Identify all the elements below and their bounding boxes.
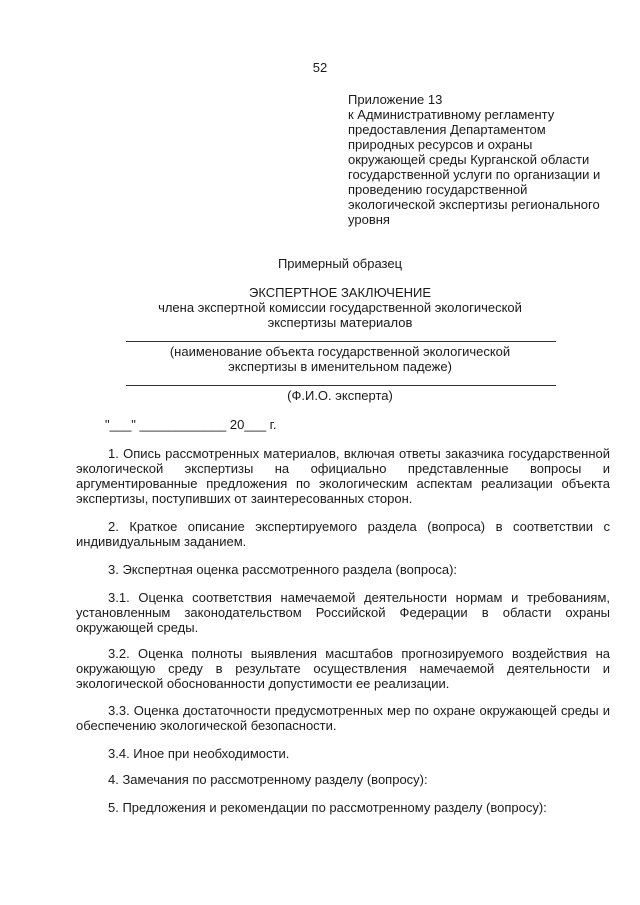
section-3-1: 3.1. Оценка соответствия намечаемой деятельности нормам и требованиям, установленным законодательством Российской Федерации в области охраны окружающей среды. — [76, 590, 610, 635]
section-3-4: 3.4. Иное при необходимости. — [108, 746, 290, 761]
section-1: 1. Опись рассмотренных материалов, включая ответы заказчика государственной экологической экспертизы на официально представленные вопросы и аргументированные предложения по экологическим аспектам реализации объекта экспертизы, поступивших от заинтересованных сторон. — [76, 446, 610, 506]
appendix-line: государственной услуги по организации и — [348, 167, 601, 182]
section-2: 2. Краткое описание экспертируемого раздела (вопроса) в соответствии с индивидуальным заданием. — [76, 519, 610, 549]
appendix-line: Приложение 13 — [348, 92, 443, 107]
appendix-header — [348, 92, 610, 227]
document-title: ЭКСПЕРТНОЕ ЗАКЛЮЧЕНИЕ — [248, 285, 432, 300]
page-number: 52 — [312, 60, 328, 75]
appendix-line: к Административному регламенту — [348, 107, 555, 122]
expert-caption: (Ф.И.О. эксперта) — [287, 388, 393, 403]
appendix-line: окружающей среды Курганской области — [348, 152, 590, 167]
appendix-line: проведению государственной — [348, 182, 528, 197]
section-4: 4. Замечания по рассмотренному разделу (вопросу): — [108, 772, 428, 787]
object-name-line — [126, 341, 556, 342]
appendix-line: экологической экспертизы регионального — [348, 197, 600, 212]
section-5: 5. Предложения и рекомендации по рассмотренному разделу (вопросу): — [108, 800, 547, 815]
section-3: 3. Экспертная оценка рассмотренного раздела (вопроса): — [108, 562, 458, 577]
document-subtitle: экспертизы материалов — [267, 315, 413, 330]
appendix-line: природных ресурсов и охраны — [348, 137, 533, 152]
section-3-3: 3.3. Оценка достаточности предусмотренных мер по охране окружающей среды и обеспечению экологической безопасности. — [76, 703, 610, 733]
document-subtitle: члена экспертной комиссии государственной экологической — [158, 300, 522, 315]
expert-name-line — [126, 385, 556, 386]
sample-label: Примерный образец — [277, 256, 403, 271]
appendix-line: предоставления Департаментом — [348, 122, 546, 137]
object-caption: (наименование объекта государственной экологической — [169, 344, 511, 359]
appendix-line: уровня — [348, 212, 390, 227]
object-caption: экспертизы в именительном падеже) — [228, 359, 452, 374]
section-3-2: 3.2. Оценка полноты выявления масштабов прогнозируемого воздействия на окружающую среду в результате осуществления намечаемой деятельности и экологической обоснованности допустимости ее реализации. — [76, 646, 610, 691]
date-line: "___" ____________ 20___ г. — [105, 417, 277, 432]
